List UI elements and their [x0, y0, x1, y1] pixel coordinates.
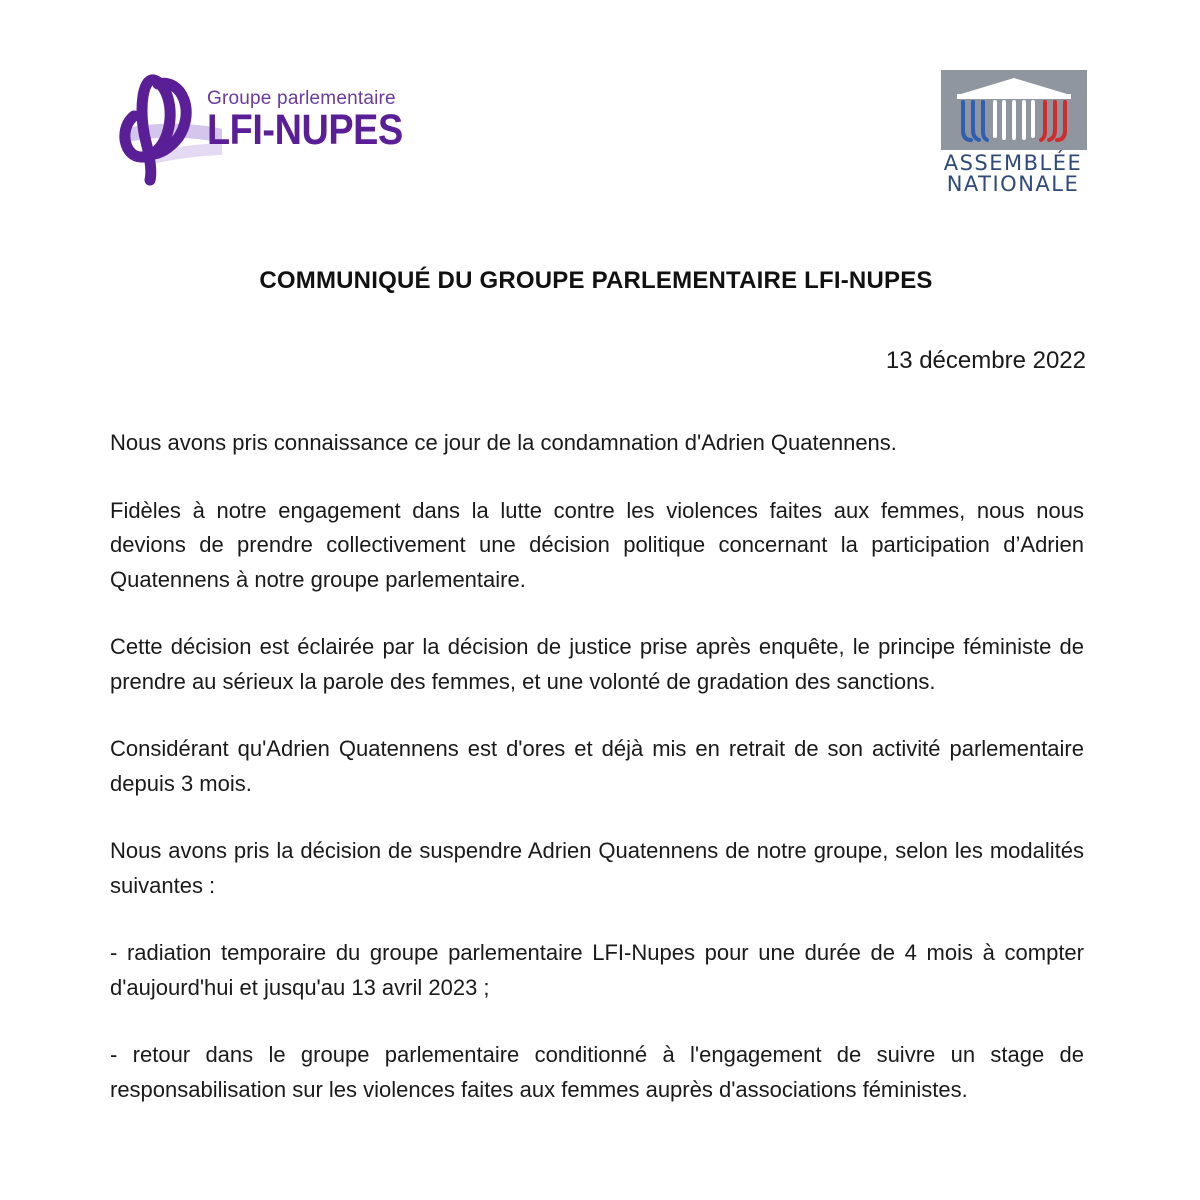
paragraph-retour: - retour dans le groupe parlementaire conditionné à l'engagement de suivre un stage de responsabilisation sur les violences faites aux femmes auprès d'associations féministes.	[110, 1042, 1084, 1102]
paragraph-engagement: Fidèles à notre engagement dans la lutte contre les violences faites aux femmes, nous nous devions de prendre collectivement une décision politique concernant la participation d’Adrien Quatennens à notre groupe parlementaire.	[110, 497, 1084, 592]
assemblee-building-icon	[941, 70, 1087, 150]
paragraph-intro: Nous avons pris connaissance ce jour de la condamnation d'Adrien Quatennens.	[110, 430, 897, 455]
assemblee-nationale-logo	[938, 68, 1088, 198]
paragraph-radiation: - radiation temporaire du groupe parlementaire LFI-Nupes pour une durée de 4 mois à compter d'aujourd'hui et jusqu'au 13 avril 2023 ;	[110, 940, 1084, 1000]
lfi-logo-name: LFI-NUPES	[207, 106, 403, 154]
paragraph-decision: Cette décision est éclairée par la décision de justice prise après enquête, le principe féministe de prendre au sérieux la parole des femmes, et une volonté de gradation des sanctions.	[110, 634, 1084, 694]
document-date: 13 décembre 2022	[885, 347, 1086, 374]
document-title: COMMUNIQUÉ DU GROUPE PARLEMENTAIRE LFI-NUPES	[259, 267, 933, 294]
lfi-logo-subtitle: Groupe parlementaire	[207, 88, 396, 109]
document-body	[110, 426, 1084, 1140]
assemblee-logo-line2: NATIONALE	[946, 172, 1080, 196]
lfi-nupes-logo	[112, 72, 402, 192]
phi-logo-icon	[112, 72, 222, 192]
paragraph-retrait: Considérant qu'Adrien Quatennens est d'ores et déjà mis en retrait de son activité parlementaire depuis 3 mois.	[110, 736, 1084, 796]
paragraph-suspension: Nous avons pris la décision de suspendre Adrien Quatennens de notre groupe, selon les modalités suivantes :	[110, 838, 1084, 898]
assemblee-logo-line1: ASSEMBLÉE	[943, 151, 1083, 175]
